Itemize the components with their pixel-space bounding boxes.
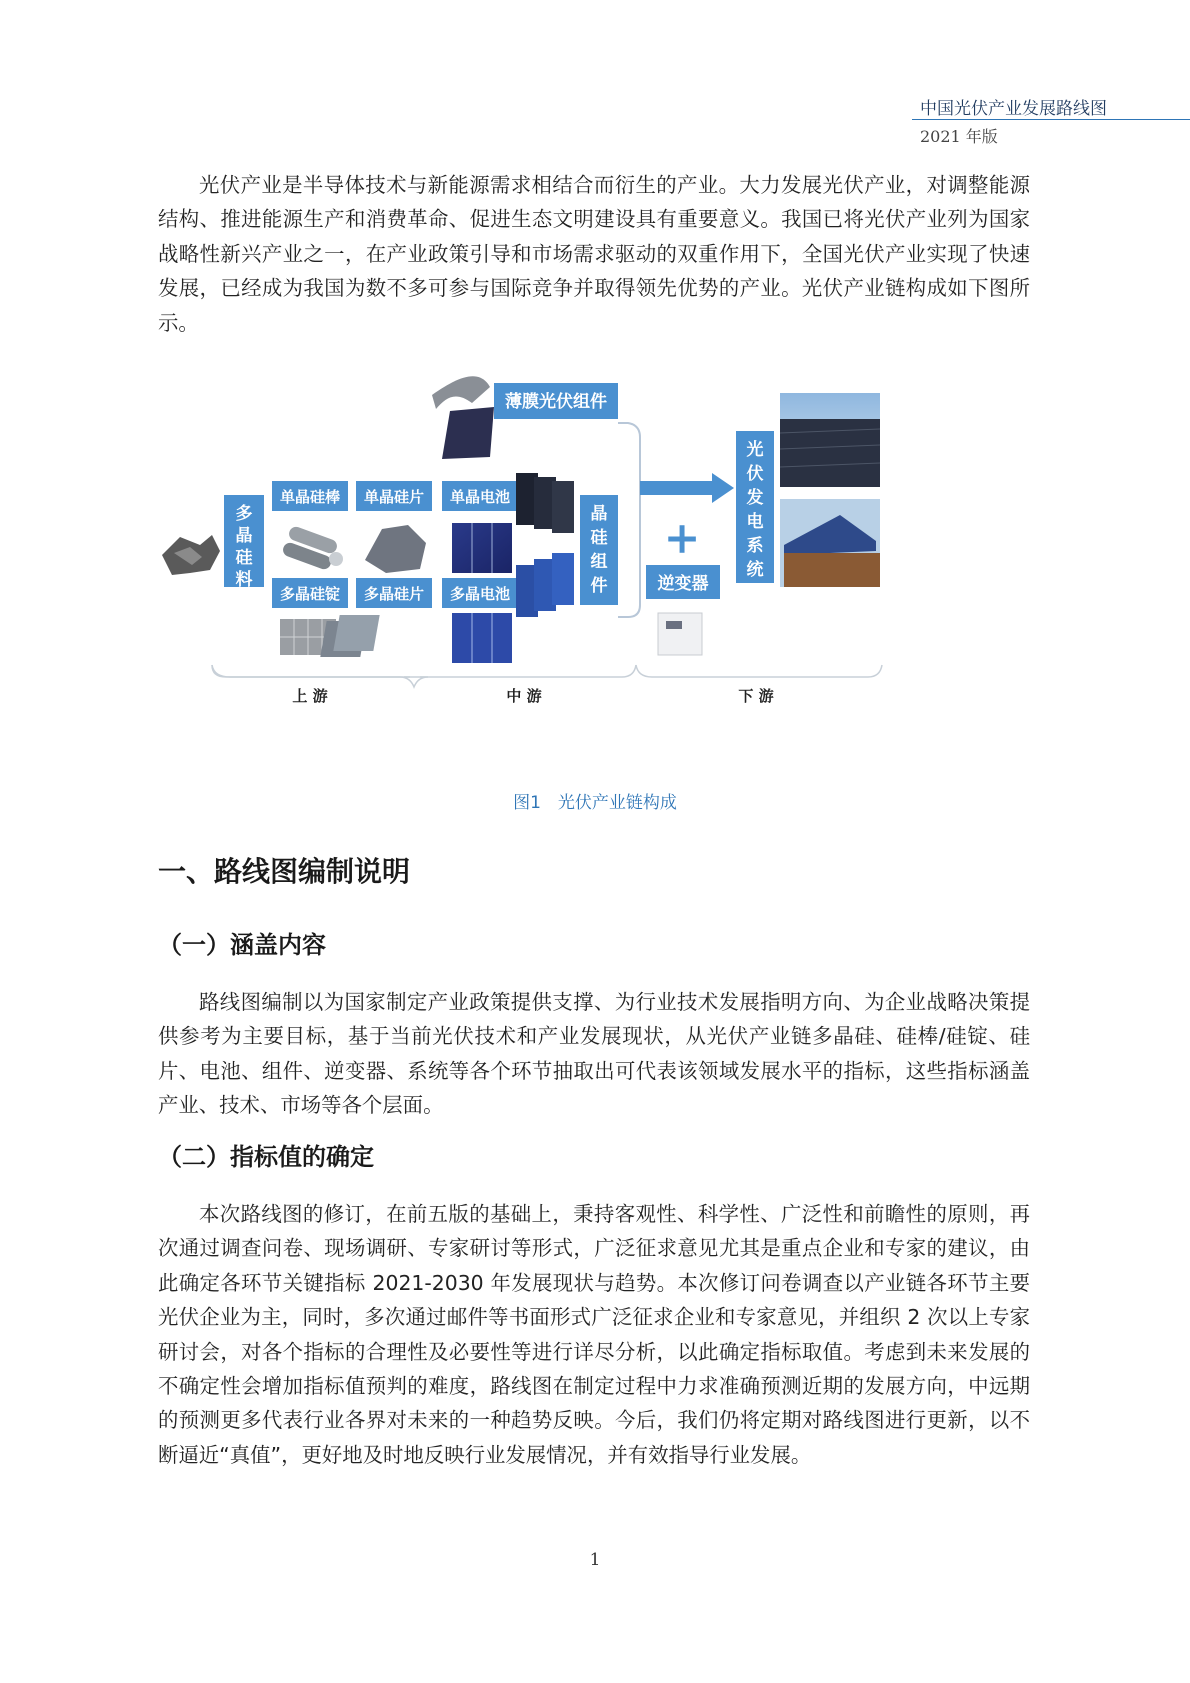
vertical-label-char: 统 [746, 560, 764, 580]
inverter-image [658, 613, 702, 655]
stage-upstream: 上 游 [292, 687, 328, 705]
vertical-label-char: 晶 [590, 504, 608, 524]
poly-wafer-image [320, 615, 379, 657]
vertical-label-char: 光 [746, 440, 764, 460]
poly-module-image [516, 553, 574, 617]
rooftop-pv-photo [780, 499, 880, 587]
vertical-label-char: 组 [590, 552, 608, 572]
intro-paragraph: 光伏产业是半导体技术与新能源需求相结合而衍生的产业。大力发展光伏产业，对调整能源结构、推进能源生产和消费革命、促进生态文明建设具有重要意义。我国已将光伏产业列为国家战略性新兴产业之一，在产业政策引导和市场需求驱动的双重作用下，全国光伏产业实现了快速发展，已经成为我国为数不多可参与国际竞争并取得领先优势的产业。光伏产业链构成如下图所示。 [158, 173, 1030, 335]
downstream-bracket-line [636, 665, 882, 677]
connector-bracket [618, 423, 640, 617]
section-heading: 一、路线图编制说明 [158, 855, 411, 888]
vertical-label-char: 伏 [746, 464, 764, 484]
figure-caption: 图1 光伏产业链构成 [513, 793, 677, 813]
poly-silicon-chunk-image [162, 535, 220, 575]
inverter-label: 逆变器 [657, 574, 709, 594]
stage-downstream: 下 游 [738, 687, 774, 705]
page-number: 1 [589, 1550, 601, 1570]
poly-ingot-label: 多晶硅锭 [279, 585, 341, 603]
pv-industry-chain-figure [160, 375, 940, 775]
mono-cell-label: 单晶电池 [449, 488, 511, 506]
subsection-heading-indicators: （二）指标值的确定 [158, 1143, 374, 1171]
vertical-label-char: 晶 [235, 526, 253, 546]
vertical-label-char: 发 [746, 488, 764, 508]
mono-rod-image [281, 525, 343, 571]
plus-sign: + [663, 513, 701, 564]
solar-farm-photo [780, 393, 880, 487]
vertical-label-char: 系 [746, 536, 764, 556]
header-edition: 2021 年版 [920, 127, 998, 146]
poly-wafer-label: 多晶硅片 [363, 585, 425, 603]
vertical-label-char: 料 [235, 570, 253, 590]
mono-rod-label: 单晶硅棒 [279, 488, 341, 506]
vertical-label-char: 件 [590, 576, 608, 596]
vertical-label-char: 多 [235, 504, 253, 524]
subsection-heading-coverage: （一）涵盖内容 [158, 931, 326, 959]
mono-module-image [516, 473, 574, 533]
thin-film-module-image [432, 376, 494, 459]
mono-cell-image [452, 523, 512, 573]
indicators-paragraph: 本次路线图的修订，在前五版的基础上，秉持客观性、科学性、广泛性和前瞻性的原则，再次通过调查问卷、现场调研、专家研讨等形式，广泛征求意见尤其是重点企业和专家的建议，由此确定各环节关键指标 2021-2030 年发展现状与趋势。本次修订问卷调查以产业链各环节主要光伏企业为主，同时，多次通过邮件等书面形式广泛征求企业和专家意见，并组织 2 次以上专家研讨会，对各个指标的合理性及必要性等进行详尽分析，以此确定指标取值。考虑到未来发展的不确定性会增加指标值预判的难度，路线图在制定过程中力求准确预测近期的发展方向，中远期的预测更多代表行业各界对未来的一种趋势反映。今后，我们仍将定期对路线图进行更新，以不断逼近“真值”，更好地及时地反映行业发展情况，并有效指导行业发展。 [158, 1202, 1030, 1467]
poly-cell-label: 多晶电池 [449, 585, 511, 603]
flow-arrow [640, 473, 734, 503]
coverage-paragraph: 路线图编制以为国家制定产业政策提供支撑、为行业技术发展指明方向、为企业战略决策提供参考为主要目标，基于当前光伏技术和产业发展现状，从光伏产业链多晶硅、硅棒/硅锭、硅片、电池、组件、逆变器、系统等各个环节抽取出可代表该领域发展水平的指标，这些指标涵盖产业、技术、市场等各个层面。 [158, 990, 1030, 1118]
mono-wafer-image [365, 525, 426, 573]
header-rule [912, 119, 1190, 120]
upstream-bracket [212, 665, 428, 687]
midstream-bracket-line [420, 665, 636, 677]
stage-midstream: 中 游 [506, 687, 542, 705]
poly-cell-image [452, 613, 512, 663]
thin-film-label: 薄膜光伏组件 [505, 392, 607, 412]
mono-wafer-label: 单晶硅片 [363, 488, 425, 506]
vertical-label-char: 硅 [235, 548, 253, 568]
vertical-label-char: 硅 [590, 528, 608, 548]
upstream-bracket-line [212, 665, 410, 677]
vertical-label-char: 电 [746, 512, 764, 532]
header-title: 中国光伏产业发展路线图 [920, 99, 1107, 119]
